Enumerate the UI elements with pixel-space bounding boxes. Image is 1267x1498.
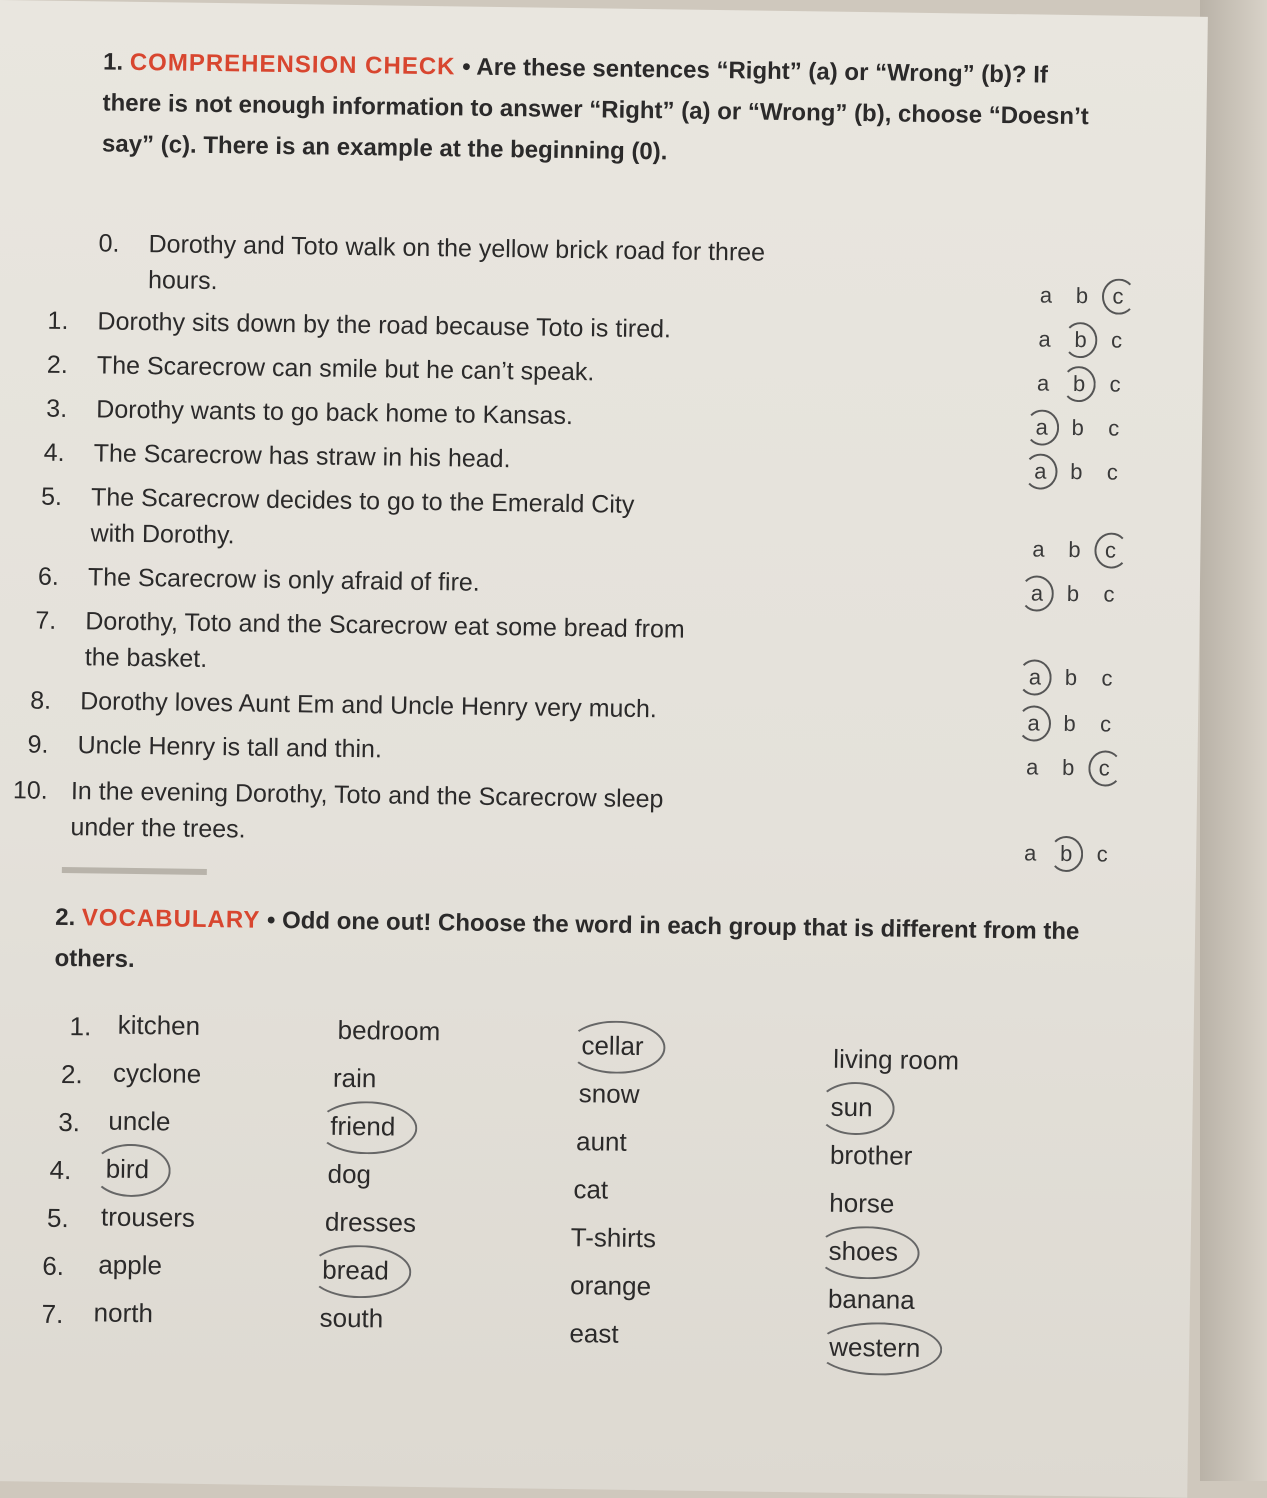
- option-a[interactable]: a: [1028, 414, 1056, 440]
- question-text-continued: the basket.: [84, 643, 208, 673]
- option-c[interactable]: c: [1096, 841, 1108, 867]
- option-b[interactable]: b: [1065, 371, 1093, 397]
- group-number: 4.: [49, 1154, 72, 1186]
- vocab-word[interactable]: uncle: [108, 1105, 171, 1137]
- group-number: 3.: [58, 1106, 81, 1138]
- answer-options: [1029, 370, 1129, 397]
- question-text-continued: hours.: [147, 266, 218, 296]
- vocab-word[interactable]: horse: [829, 1187, 895, 1219]
- option-a[interactable]: a: [1023, 580, 1051, 606]
- vocab-word[interactable]: sun: [830, 1091, 873, 1123]
- question-number: 2.: [46, 350, 68, 379]
- answer-options: [1023, 580, 1123, 607]
- question-item: [47, 347, 595, 391]
- question-number: 7.: [35, 606, 57, 635]
- option-a[interactable]: a: [1021, 664, 1049, 690]
- option-b[interactable]: b: [1068, 536, 1081, 563]
- question-number: 10.: [12, 776, 48, 805]
- indent: [12, 834, 70, 835]
- group-number: 1.: [69, 1011, 92, 1042]
- group-number: 6.: [42, 1250, 65, 1282]
- answer-options: [1024, 536, 1124, 563]
- question-text: Dorothy wants to go back home to Kansas.: [96, 395, 574, 431]
- option-c[interactable]: c: [1090, 755, 1118, 781]
- option-b[interactable]: b: [1071, 415, 1085, 441]
- question-text: Dorothy, Toto and the Scarecrow eat some bread from: [85, 607, 685, 644]
- vocab-word[interactable]: cellar: [581, 1030, 644, 1062]
- vocab-word[interactable]: friend: [330, 1110, 396, 1142]
- question-item: [47, 303, 671, 348]
- option-c[interactable]: c: [1099, 711, 1112, 737]
- vocab-word[interactable]: rain: [332, 1062, 377, 1094]
- option-b[interactable]: b: [1052, 841, 1080, 867]
- question-text: Uncle Henry is tall and thin.: [77, 731, 383, 764]
- question-text: Dorothy sits down by the road because Toto is tired.: [97, 307, 672, 344]
- vocab-word[interactable]: kitchen: [117, 1009, 201, 1041]
- vocab-word[interactable]: bedroom: [337, 1014, 441, 1047]
- question-number: 5.: [40, 482, 63, 511]
- indent: [35, 665, 85, 666]
- answer-options: [1019, 710, 1119, 737]
- option-c[interactable]: c: [1096, 537, 1124, 563]
- option-b[interactable]: b: [1066, 580, 1080, 607]
- group-number: 7.: [41, 1298, 64, 1330]
- question-item: [98, 225, 765, 306]
- question-number: 6.: [37, 562, 60, 591]
- option-c[interactable]: c: [1103, 581, 1115, 607]
- section2-instruction: • Odd one out! Choose the word in each group that is different from the others.: [54, 906, 1080, 973]
- group-number: 2.: [60, 1058, 83, 1090]
- question-number: 3.: [46, 394, 68, 423]
- section1-title: COMPREHENSION CHECK: [129, 48, 456, 81]
- question-number: 4.: [43, 438, 65, 467]
- option-c[interactable]: c: [1109, 371, 1121, 397]
- question-text: The Scarecrow decides to go to the Emerald City: [90, 483, 635, 519]
- option-a[interactable]: a: [1026, 458, 1054, 484]
- question-number: 9.: [27, 730, 49, 759]
- option-b[interactable]: b: [1070, 458, 1083, 485]
- page-edge: [1200, 0, 1267, 1481]
- question-text: In the evening Dorothy, Toto and the Scarecrow sleep: [70, 777, 664, 814]
- vocab-word[interactable]: dog: [327, 1158, 372, 1190]
- option-a[interactable]: a: [1019, 710, 1047, 736]
- answer-options: [1032, 282, 1132, 309]
- section-divider: [62, 867, 207, 875]
- question-item: [43, 435, 510, 478]
- vocab-word[interactable]: bird: [105, 1153, 150, 1185]
- option-a[interactable]: a: [1038, 326, 1051, 352]
- question-item: [30, 682, 657, 727]
- vocab-word[interactable]: cat: [573, 1174, 609, 1205]
- option-b[interactable]: b: [1064, 664, 1078, 691]
- answer-options: [1018, 754, 1118, 781]
- question-text: The Scarecrow has straw in his head.: [93, 439, 511, 474]
- question-number: 0.: [98, 229, 120, 258]
- vocab-word[interactable]: banana: [827, 1283, 915, 1315]
- indent: [40, 541, 90, 542]
- vocab-word[interactable]: aunt: [575, 1126, 627, 1157]
- option-a[interactable]: a: [1032, 536, 1045, 562]
- question-item: [12, 772, 663, 853]
- option-a[interactable]: a: [1023, 840, 1037, 866]
- question-text-continued: under the trees.: [70, 813, 246, 844]
- vocab-word[interactable]: trousers: [100, 1201, 196, 1233]
- answer-options: [1026, 458, 1126, 485]
- question-text: The Scarecrow can smile but he can’t speak.: [96, 351, 595, 387]
- option-b[interactable]: b: [1063, 710, 1076, 737]
- answer-options: [1021, 664, 1121, 691]
- question-item: [46, 391, 573, 434]
- vocab-word[interactable]: T-shirts: [570, 1222, 657, 1254]
- section1-number: 1.: [102, 48, 124, 76]
- section2-number: 2.: [55, 903, 76, 932]
- vocab-word[interactable]: brother: [829, 1139, 913, 1171]
- answer-options: [1028, 414, 1128, 441]
- answer-options: [1016, 840, 1116, 867]
- vocab-word[interactable]: north: [93, 1297, 154, 1329]
- question-item: [40, 479, 634, 559]
- question-text: Dorothy loves Aunt Em and Uncle Henry very much.: [80, 687, 657, 724]
- section1-heading: [102, 41, 1114, 178]
- option-c[interactable]: c: [1110, 327, 1123, 353]
- section2-heading: [54, 897, 1135, 994]
- question-number: 1.: [47, 306, 69, 335]
- section1-instruction: • Are these sentences “Right” (a) or “Wrong” (b)? If there is not enough information to answer “Right” (a) or “Wrong” (b), choose “Doesn’t say” (c). There is an example at the beginning (0).: [101, 53, 1089, 166]
- option-c[interactable]: c: [1106, 459, 1118, 485]
- vocab-word[interactable]: living room: [833, 1043, 960, 1076]
- vocab-word[interactable]: orange: [569, 1270, 652, 1302]
- vocab-word[interactable]: dresses: [324, 1206, 417, 1238]
- option-b[interactable]: b: [1066, 327, 1094, 353]
- indent: [98, 287, 148, 288]
- option-a[interactable]: a: [1036, 370, 1050, 396]
- option-a[interactable]: a: [1025, 754, 1039, 780]
- vocab-word[interactable]: snow: [578, 1078, 640, 1110]
- question-item: [27, 726, 382, 767]
- option-a[interactable]: a: [1039, 282, 1053, 308]
- vocab-word[interactable]: shoes: [828, 1235, 899, 1267]
- answer-options: [1030, 326, 1130, 353]
- option-c[interactable]: c: [1101, 665, 1113, 691]
- vocab-word[interactable]: cyclone: [112, 1057, 202, 1089]
- question-text: The Scarecrow is only afraid of fire.: [87, 563, 480, 597]
- question-number: 8.: [30, 686, 52, 715]
- option-b[interactable]: b: [1061, 754, 1075, 781]
- option-c[interactable]: c: [1108, 415, 1120, 441]
- section2-title: VOCABULARY: [81, 904, 261, 934]
- vocab-word[interactable]: south: [319, 1302, 384, 1334]
- option-b[interactable]: b: [1075, 283, 1089, 309]
- vocab-word[interactable]: bread: [322, 1254, 390, 1286]
- vocab-word[interactable]: western: [829, 1331, 921, 1363]
- question-text-continued: with Dorothy.: [90, 519, 235, 550]
- option-c[interactable]: c: [1104, 283, 1132, 309]
- group-number: 5.: [46, 1202, 69, 1234]
- vocab-word[interactable]: east: [569, 1318, 619, 1349]
- question-item: [35, 603, 685, 684]
- question-item: [38, 559, 480, 601]
- question-text: Dorothy and Toto walk on the yellow brick road for three: [148, 230, 766, 267]
- vocab-word[interactable]: apple: [98, 1249, 163, 1281]
